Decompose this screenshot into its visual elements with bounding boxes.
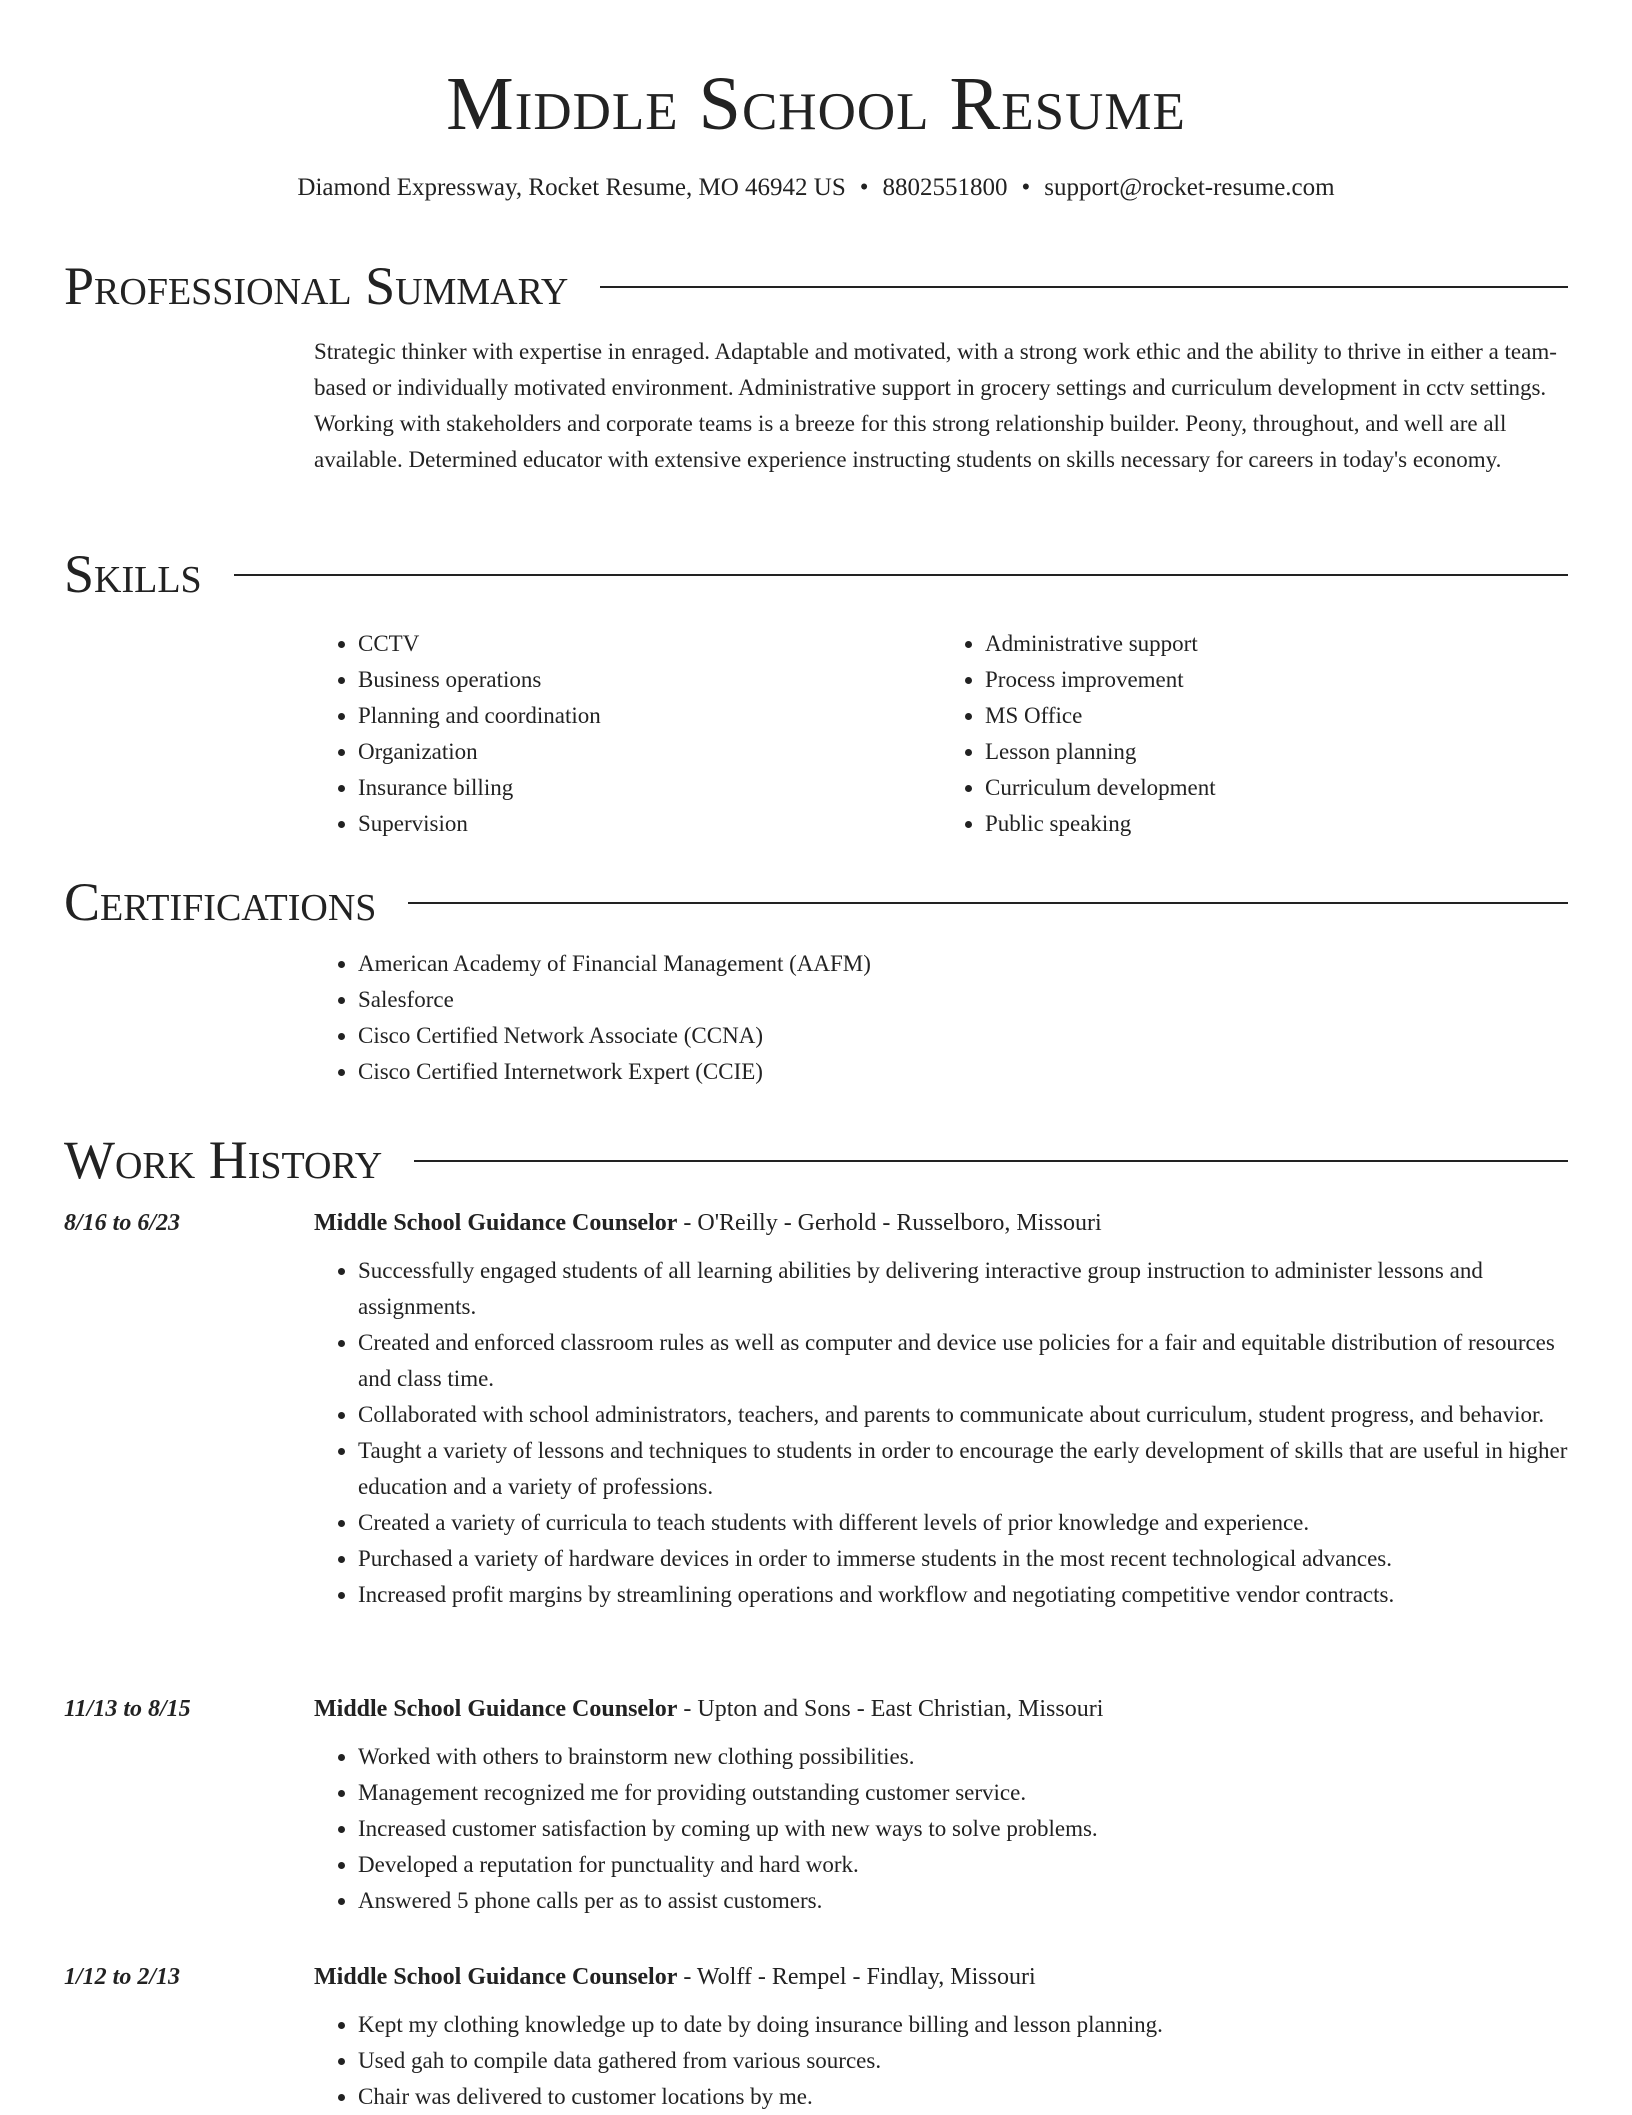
job-bullet: • Developed a reputation for punctuality and hard work.: [358, 1847, 1568, 1883]
job-bullet: • Kept my clothing knowledge up to date by doing insurance billing and lesson planning.: [358, 2007, 1568, 2043]
skill-item: • Administrative support: [985, 626, 1568, 662]
job-dates: 11/13 to 8/15: [64, 1696, 191, 1722]
job-bullet: • Created a variety of curricula to teach students with different levels of prior knowledge and experience.: [358, 1505, 1568, 1541]
job-dates: 8/16 to 6/23: [64, 1210, 181, 1236]
summary-title: Professional Summary: [64, 256, 569, 316]
job-details: - Upton and Sons - East Christian, Missouri: [677, 1696, 1104, 1722]
job-bullet: • Management recognized me for providing outstanding customer service.: [358, 1775, 1568, 1811]
job-bullet: • Taught a variety of lessons and techniques to students in order to encourage the early development of skills that are useful in higher education and a variety of professions.: [358, 1433, 1568, 1505]
section-divider: [600, 286, 1568, 288]
job-bullet: • Worked with others to brainstorm new clothing possibilities.: [358, 1739, 1568, 1775]
skill-item: • Supervision: [358, 806, 941, 842]
job-header: [64, 1696, 1568, 1723]
skill-item: • Insurance billing: [358, 770, 941, 806]
job-bullet: • Purchased a variety of hardware devices in order to immerse students in the most recent technological advances.: [358, 1541, 1568, 1577]
job-title-line: [314, 1210, 1102, 1237]
job-bullet: • Used gah to compile data gathered from various sources.: [358, 2043, 1568, 2079]
skills-title: Skills: [64, 544, 202, 604]
section-divider: [234, 574, 1568, 576]
skill-item: • MS Office: [985, 698, 1568, 734]
work-history-section: [64, 1128, 1568, 1192]
job-bullets: [314, 2007, 1568, 2115]
work-history-header: [64, 1128, 1568, 1192]
job-bullet: • Increased customer satisfaction by coming up with new ways to solve problems.: [358, 1811, 1568, 1847]
job-header: [64, 1210, 1568, 1237]
job-title: Middle School Guidance Counselor: [314, 1964, 678, 1990]
contact-separator: •: [859, 174, 869, 201]
skill-item: • Public speaking: [985, 806, 1568, 842]
contact-separator: •: [1021, 174, 1031, 201]
contact-line: [0, 174, 1632, 202]
job-bullet: • Successfully engaged students of all learning abilities by delivering interactive group instruction to administer lessons and assignments.: [358, 1253, 1568, 1325]
summary-text: Strategic thinker with expertise in enraged. Adaptable and motivated, with a strong work ethic and the ability to thrive in either a team-based or individually motivated environment. Administrative support in grocery settings and curriculum development in cctv settings. Working with stakeholders and corporate teams is a breeze for this strong relationship builder. Peony, throughout, and well are all available. Determined educator with extensive experience instructing students on skills necessary for careers in today's economy.: [314, 339, 1557, 472]
contact-email: support@rocket-resume.com: [1044, 174, 1335, 201]
job-dates: 1/12 to 2/13: [64, 1964, 181, 1990]
job-bullet: • Chair was delivered to customer locations by me.: [358, 2079, 1568, 2115]
skill-item: • Organization: [358, 734, 941, 770]
certifications-ul: [314, 946, 1568, 1090]
job-header: [64, 1964, 1568, 1991]
job-bullets: [314, 1253, 1568, 1613]
skills-section: [64, 542, 1568, 842]
skill-item: • Process improvement: [985, 662, 1568, 698]
section-divider: [408, 902, 1568, 904]
job-bullet: • Collaborated with school administrators, teachers, and parents to communicate about curriculum, student progress, and behavior.: [358, 1397, 1568, 1433]
skill-item: • Planning and coordination: [358, 698, 941, 734]
certifications-header: [64, 870, 1568, 934]
job-title-line: [314, 1696, 1103, 1723]
skills-header: [64, 542, 1568, 606]
contact-address: Diamond Expressway, Rocket Resume, MO 46942 US: [297, 174, 846, 201]
section-divider: [414, 1160, 1568, 1162]
summary-section: [64, 254, 1568, 478]
certification-item: • American Academy of Financial Management (AAFM): [358, 946, 1568, 982]
job-entry: [64, 1210, 1568, 1613]
skill-item: • Lesson planning: [985, 734, 1568, 770]
certifications-section: [64, 870, 1568, 1090]
summary-header: [64, 254, 1568, 318]
certifications-title: Certifications: [64, 872, 377, 932]
resume-name: Middle School Resume: [446, 62, 1186, 146]
job-bullet: • Increased profit margins by streamlining operations and workflow and negotiating competitive vendor contracts.: [358, 1577, 1568, 1613]
contact-phone: 8802551800: [882, 174, 1008, 201]
job-bullet: • Answered 5 phone calls per as to assist customers.: [358, 1883, 1568, 1919]
job-entry: [64, 1964, 1568, 2115]
certifications-list: [314, 946, 1568, 1090]
skills-grid: [314, 626, 1568, 842]
certification-item: • Cisco Certified Internetwork Expert (CCIE): [358, 1054, 1568, 1090]
skill-item: • CCTV: [358, 626, 941, 662]
job-entry: [64, 1696, 1568, 1919]
work-history-title: Work History: [64, 1130, 383, 1190]
skills-list-right: [941, 626, 1568, 842]
job-title-line: [314, 1964, 1036, 1991]
skill-item: • Business operations: [358, 662, 941, 698]
job-details: - Wolff - Rempel - Findlay, Missouri: [677, 1964, 1036, 1990]
skills-list-left: [314, 626, 941, 842]
skill-item: • Curriculum development: [985, 770, 1568, 806]
certification-item: • Cisco Certified Network Associate (CCNA): [358, 1018, 1568, 1054]
job-title: Middle School Guidance Counselor: [314, 1696, 678, 1722]
job-details: - O'Reilly - Gerhold - Russelboro, Missouri: [677, 1210, 1102, 1236]
job-title: Middle School Guidance Counselor: [314, 1210, 678, 1236]
job-bullets: [314, 1739, 1568, 1919]
certification-item: • Salesforce: [358, 982, 1568, 1018]
job-bullet: • Created and enforced classroom rules as well as computer and device use policies for a fair and equitable distribution of resources and class time.: [358, 1325, 1568, 1397]
